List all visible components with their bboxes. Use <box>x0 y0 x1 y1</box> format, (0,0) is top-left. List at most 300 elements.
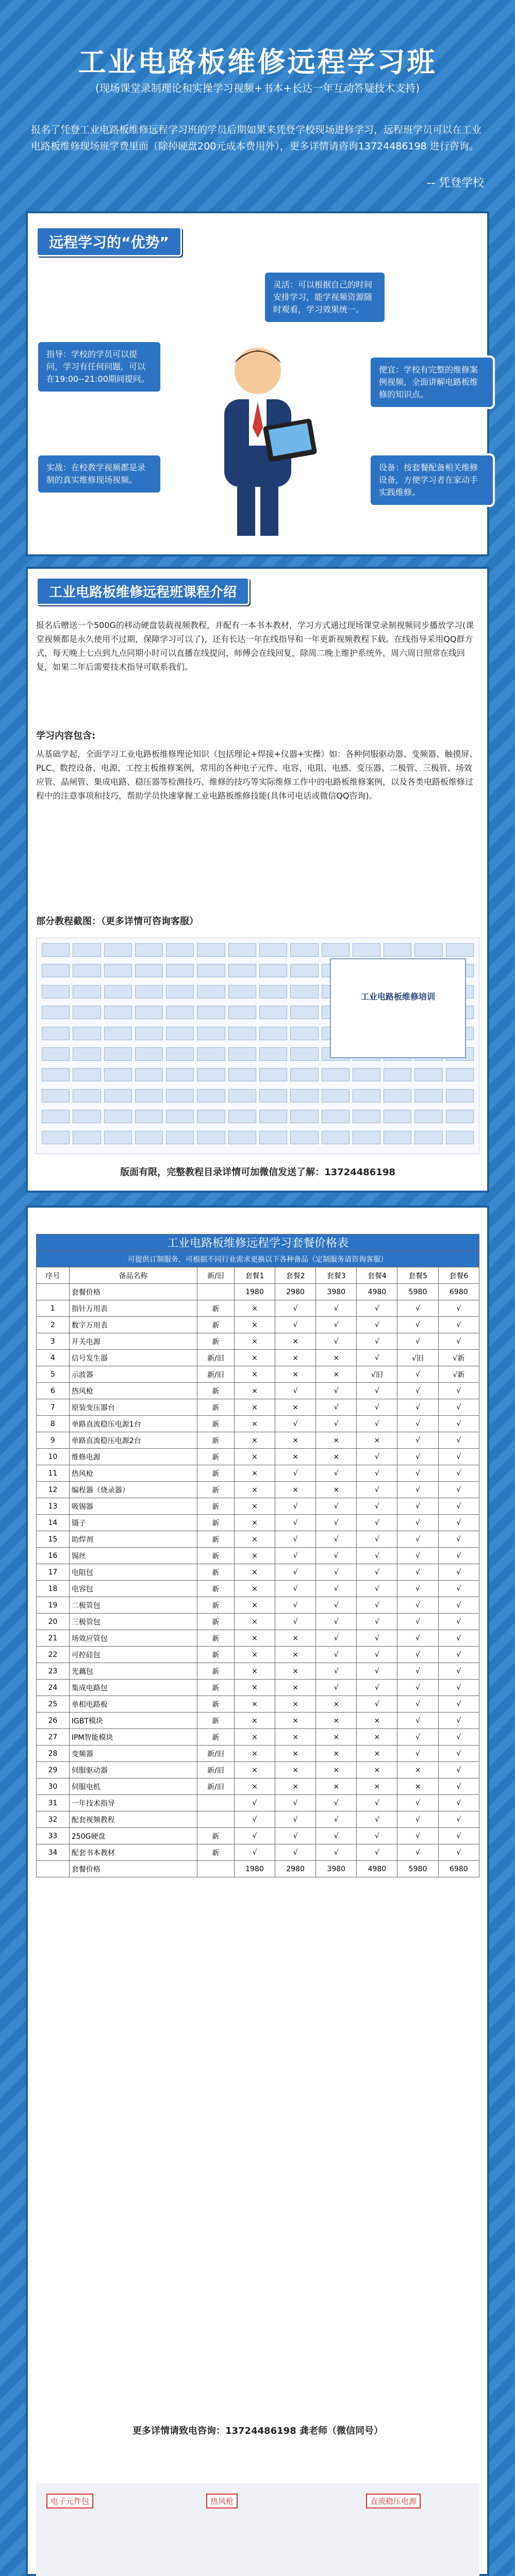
package-inclusion: √ <box>357 1844 397 1861</box>
package-inclusion: × <box>234 1449 275 1465</box>
package-inclusion: × <box>275 1449 316 1465</box>
item-condition: 新 <box>197 1465 234 1482</box>
package-inclusion: √旧 <box>357 1366 397 1383</box>
tutorial-thumbnail <box>290 1027 318 1040</box>
item-condition: 新 <box>197 1696 234 1713</box>
package-inclusion: √ <box>275 1564 316 1581</box>
row-index: 30 <box>37 1778 70 1795</box>
package-inclusion: √ <box>397 1333 438 1350</box>
item-name: IGBT模块 <box>69 1713 197 1729</box>
package-inclusion: √ <box>397 1828 438 1844</box>
tutorial-thumbnail <box>166 1027 194 1040</box>
package-price: 5980 <box>397 1284 438 1300</box>
package-inclusion: √ <box>357 1597 397 1614</box>
package-inclusion: × <box>234 1762 275 1778</box>
table-row <box>37 1465 479 1482</box>
price-row-bottom <box>37 1861 479 1877</box>
table-row <box>37 1696 479 1713</box>
package-inclusion: √ <box>316 1828 357 1844</box>
tutorial-thumbnail <box>290 1068 318 1081</box>
package-inclusion: √ <box>438 1383 479 1399</box>
package-inclusion: × <box>234 1465 275 1482</box>
tutorial-thumbnail <box>104 1110 132 1123</box>
tutorial-thumbnail <box>228 1027 256 1040</box>
package-inclusion: √ <box>438 1647 479 1663</box>
package-inclusion: × <box>316 1350 357 1366</box>
package-inclusion: √ <box>275 1531 316 1548</box>
item-name: 配套视频教程 <box>69 1811 197 1828</box>
tutorial-thumbnail <box>197 1089 225 1103</box>
table-header-cell: 备品名称 <box>69 1267 197 1284</box>
package-inclusion: × <box>275 1630 316 1647</box>
item-condition: 新/旧 <box>197 1778 234 1795</box>
row-index: 26 <box>37 1713 70 1729</box>
tutorial-thumbnail <box>353 1131 380 1144</box>
item-condition: 新 <box>197 1680 234 1696</box>
package-inclusion: √ <box>438 1515 479 1531</box>
price-cell-empty <box>37 1284 70 1300</box>
tutorial-thumbnail <box>104 1047 132 1061</box>
package-inclusion: √ <box>438 1795 479 1811</box>
package-inclusion: √ <box>397 1745 438 1762</box>
package-inclusion: √ <box>316 1680 357 1696</box>
item-name: IPM智能模块 <box>69 1729 197 1745</box>
package-inclusion: √ <box>397 1597 438 1614</box>
signature: -- 凭登学校 <box>427 177 484 190</box>
package-inclusion: × <box>234 1614 275 1630</box>
package-inclusion: √ <box>397 1548 438 1564</box>
tutorial-thumbnail <box>322 943 350 957</box>
item-name: 单路直流稳压电源1台 <box>69 1416 197 1432</box>
tutorial-thumbnail <box>446 1068 474 1081</box>
package-inclusion: × <box>357 1745 397 1762</box>
table-caption-2: 可提供订制服务，可根据不同行业需求更换以下各种备品（定制服务请咨询客服） <box>37 1251 479 1267</box>
tutorial-thumbnail <box>259 1089 287 1103</box>
package-inclusion: √ <box>275 1597 316 1614</box>
package-inclusion: × <box>316 1482 357 1498</box>
package-inclusion: √ <box>357 1383 397 1399</box>
package-inclusion: × <box>275 1647 316 1663</box>
package-inclusion: × <box>234 1498 275 1515</box>
package-inclusion: √ <box>397 1663 438 1680</box>
package-inclusion: √ <box>357 1333 397 1350</box>
package-inclusion: √ <box>397 1729 438 1745</box>
package-inclusion: √ <box>397 1696 438 1713</box>
table-header-cell: 套餐2 <box>275 1267 316 1284</box>
copyright-note: 版面有限，完整教程目录详情可加微信发送了解：13724486198 <box>120 1167 395 1178</box>
package-inclusion: √ <box>438 1564 479 1581</box>
package-inclusion: × <box>316 1745 357 1762</box>
package-inclusion: √ <box>397 1383 438 1399</box>
equipment-tag: 电子元件包 <box>46 2494 93 2509</box>
row-index: 13 <box>37 1498 70 1515</box>
item-condition: 新 <box>197 1515 234 1531</box>
tutorial-thumbnail <box>384 1110 411 1123</box>
package-inclusion: √ <box>316 1630 357 1647</box>
package-inclusion: × <box>234 1680 275 1696</box>
package-inclusion: × <box>234 1597 275 1614</box>
package-inclusion: √ <box>357 1548 397 1564</box>
package-inclusion: √ <box>438 1630 479 1647</box>
tutorial-thumbnail <box>135 943 163 957</box>
tutorial-thumbnail <box>135 1089 163 1103</box>
tutorial-thumbnail <box>384 1131 411 1144</box>
tutorial-thumbnail <box>353 943 380 957</box>
row-index: 10 <box>37 1449 70 1465</box>
row-index: 32 <box>37 1811 70 1828</box>
package-inclusion: √ <box>357 1564 397 1581</box>
tutorial-thumbnail <box>42 1006 70 1019</box>
package-inclusion: √ <box>438 1680 479 1696</box>
package-inclusion: √ <box>275 1498 316 1515</box>
package-inclusion: √ <box>357 1317 397 1333</box>
row-index: 14 <box>37 1515 70 1531</box>
tutorial-thumbnail <box>104 964 132 977</box>
bubble-equipment: 设备：按套餐配备相关维修设备，方便学习者在家动手实践维修。 <box>369 453 495 507</box>
package-inclusion: √ <box>438 1713 479 1729</box>
package-inclusion: √ <box>316 1383 357 1399</box>
tutorial-thumbnail <box>446 1089 474 1103</box>
package-inclusion: × <box>234 1548 275 1564</box>
package-inclusion: × <box>275 1729 316 1745</box>
row-index: 18 <box>37 1581 70 1597</box>
package-inclusion: √ <box>316 1581 357 1597</box>
item-name: 250G硬盘 <box>69 1828 197 1844</box>
package-inclusion: √ <box>357 1811 397 1828</box>
table-caption: 工业电路板维修远程学习套餐价格表 <box>37 1234 479 1251</box>
package-inclusion: √ <box>357 1416 397 1432</box>
item-condition: 新 <box>197 1647 234 1663</box>
tutorial-thumbnail <box>135 1110 163 1123</box>
package-inclusion: √ <box>275 1300 316 1317</box>
item-name: 信号发生器 <box>69 1350 197 1366</box>
table-header-cell: 套餐4 <box>357 1267 397 1284</box>
package-inclusion: √ <box>438 1449 479 1465</box>
item-condition: 新 <box>197 1630 234 1647</box>
equipment-photo-area <box>36 2483 479 2576</box>
tutorial-thumbnail <box>290 964 318 977</box>
tutorial-thumbnail <box>322 1089 350 1103</box>
package-inclusion: × <box>234 1366 275 1383</box>
tutorial-thumbnail <box>197 1131 225 1144</box>
tutorial-thumbnail <box>290 1047 318 1061</box>
package-inclusion: √ <box>397 1449 438 1465</box>
table-row <box>37 1383 479 1399</box>
item-condition: 新/旧 <box>197 1762 234 1778</box>
price-row-top <box>37 1284 479 1300</box>
package-inclusion: √ <box>316 1663 357 1680</box>
package-inclusion: √ <box>438 1465 479 1482</box>
tutorial-thumbnail <box>73 985 101 998</box>
bubble-practice: 实战：在校教学视频都是录制的真实维修现场视频。 <box>36 453 162 495</box>
tutorial-thumbnail <box>353 1089 380 1103</box>
package-inclusion: √ <box>357 1663 397 1680</box>
package-inclusion: √ <box>397 1531 438 1548</box>
equipment-tag: 直流稳压电源 <box>366 2494 421 2509</box>
package-price: 1980 <box>234 1861 275 1877</box>
package-inclusion: × <box>275 1350 316 1366</box>
bubble-guidance: 指导：学校的学员可以提问，学习有任何问题，可以在19:00--21:00期间提问。 <box>36 340 162 394</box>
package-price: 2980 <box>275 1284 316 1300</box>
package-inclusion: √ <box>438 1663 479 1680</box>
package-inclusion: √ <box>397 1630 438 1647</box>
package-price: 2980 <box>275 1861 316 1877</box>
tutorial-thumbnail <box>42 1027 70 1040</box>
table-header-row <box>37 1267 479 1284</box>
row-index: 17 <box>37 1564 70 1581</box>
tutorial-thumbnail <box>104 943 132 957</box>
package-inclusion: √ <box>357 1581 397 1597</box>
item-condition: 新/旧 <box>197 1745 234 1762</box>
tutorial-thumbnail <box>197 1006 225 1019</box>
tutorial-thumbnail <box>73 1027 101 1040</box>
package-inclusion: √ <box>438 1745 479 1762</box>
mascot-figure <box>188 335 327 541</box>
package-inclusion: √ <box>438 1432 479 1449</box>
package-inclusion: √ <box>397 1811 438 1828</box>
tutorial-thumbnail <box>42 1068 70 1081</box>
table-header-cell: 套餐5 <box>397 1267 438 1284</box>
tutorial-thumbnail <box>228 1006 256 1019</box>
package-price: 6980 <box>438 1861 479 1877</box>
package-inclusion: × <box>234 1564 275 1581</box>
item-name: 热风枪 <box>69 1465 197 1482</box>
package-inclusion: √ <box>275 1581 316 1597</box>
table-row <box>37 1630 479 1647</box>
intro-text: 报名了凭登工业电路板维修远程学习班的学员后期如果来凭登学校现场进修学习，远程班学员可以在工业电路板维修现场班学费里面（除掉硬盘200元成本费用外），更多详情请咨询13724486198 进行咨询。 <box>31 124 482 152</box>
package-inclusion: × <box>234 1778 275 1795</box>
item-name: 锡丝 <box>69 1548 197 1564</box>
tutorial-thumbnail <box>228 943 256 957</box>
tutorial-thumbnail <box>228 1110 256 1123</box>
item-name: 配套书本教材 <box>69 1844 197 1861</box>
tutorial-thumbnail <box>42 1047 70 1061</box>
tutorial-thumbnail <box>322 1068 350 1081</box>
table-row <box>37 1432 479 1449</box>
package-inclusion: × <box>275 1366 316 1383</box>
package-inclusion: × <box>316 1432 357 1449</box>
price-cell-empty <box>37 1861 70 1877</box>
item-name: 维修电源 <box>69 1449 197 1465</box>
package-inclusion: × <box>357 1432 397 1449</box>
tutorial-thumbnail <box>73 943 101 957</box>
package-inclusion: √ <box>397 1482 438 1498</box>
package-inclusion: × <box>275 1333 316 1350</box>
package-price: 3980 <box>316 1861 357 1877</box>
item-name: 指针万用表 <box>69 1300 197 1317</box>
package-inclusion: √ <box>438 1300 479 1317</box>
package-inclusion: × <box>275 1778 316 1795</box>
item-name: 伺服驱动器 <box>69 1762 197 1778</box>
package-inclusion: √ <box>438 1828 479 1844</box>
tutorial-thumbnail <box>446 943 474 957</box>
item-condition: 新 <box>197 1300 234 1317</box>
row-index: 2 <box>37 1317 70 1333</box>
row-index: 5 <box>37 1366 70 1383</box>
table-row <box>37 1844 479 1861</box>
row-index: 4 <box>37 1350 70 1366</box>
package-inclusion: × <box>275 1680 316 1696</box>
gallery-title: 部分教程截图：（更多详情可咨询客服） <box>36 916 198 927</box>
package-inclusion: √ <box>397 1614 438 1630</box>
package-inclusion: × <box>275 1432 316 1449</box>
item-name: 伺服电机 <box>69 1778 197 1795</box>
package-inclusion: √ <box>316 1333 357 1350</box>
package-inclusion: √ <box>357 1696 397 1713</box>
package-inclusion: √ <box>397 1647 438 1663</box>
package-inclusion: × <box>234 1300 275 1317</box>
tutorial-thumbnail <box>290 943 318 957</box>
package-inclusion: √ <box>438 1696 479 1713</box>
tutorial-thumbnail <box>259 1110 287 1123</box>
item-name: 编程器（烧录器） <box>69 1482 197 1498</box>
row-index: 20 <box>37 1614 70 1630</box>
row-index: 27 <box>37 1729 70 1745</box>
item-condition: 新 <box>197 1663 234 1680</box>
tutorial-thumbnail <box>259 1068 287 1081</box>
package-inclusion: × <box>275 1663 316 1680</box>
package-inclusion: × <box>234 1696 275 1713</box>
package-inclusion: √ <box>316 1548 357 1564</box>
package-inclusion: √ <box>397 1515 438 1531</box>
item-name: 一年技术指导 <box>69 1795 197 1811</box>
item-condition: 新/旧 <box>197 1366 234 1383</box>
package-inclusion: √ <box>397 1680 438 1696</box>
tutorial-thumbnail <box>414 1131 442 1144</box>
package-inclusion: × <box>275 1745 316 1762</box>
package-price: 1980 <box>234 1284 275 1300</box>
row-index: 28 <box>37 1745 70 1762</box>
item-name: 三极管包 <box>69 1614 197 1630</box>
package-inclusion: √ <box>357 1350 397 1366</box>
tutorial-thumbnail <box>166 1089 194 1103</box>
row-index: 21 <box>37 1630 70 1647</box>
package-inclusion: √ <box>397 1581 438 1597</box>
row-index: 24 <box>37 1680 70 1696</box>
item-condition: 新 <box>197 1531 234 1548</box>
item-name: 单路直流稳压电源2台 <box>69 1432 197 1449</box>
tutorial-thumbnail <box>414 943 442 957</box>
item-condition: 新 <box>197 1713 234 1729</box>
item-condition: 新 <box>197 1828 234 1844</box>
package-inclusion: √ <box>357 1465 397 1482</box>
tutorial-thumbnail <box>166 1006 194 1019</box>
package-inclusion: √ <box>316 1795 357 1811</box>
tutorial-thumbnail <box>135 964 163 977</box>
table-header-cell: 套餐3 <box>316 1267 357 1284</box>
item-condition: 新 <box>197 1432 234 1449</box>
tutorial-thumbnail <box>166 964 194 977</box>
page-title: 工业电路板维修远程学习班 <box>78 46 437 78</box>
table-row <box>37 1663 479 1680</box>
package-inclusion: √ <box>438 1416 479 1432</box>
tutorial-thumbnail <box>135 1006 163 1019</box>
item-name: 可控硅包 <box>69 1647 197 1663</box>
package-price: 4980 <box>357 1861 397 1877</box>
row-index: 33 <box>37 1828 70 1844</box>
package-inclusion: √ <box>357 1515 397 1531</box>
tutorial-thumbnail <box>197 1027 225 1040</box>
package-inclusion: × <box>234 1663 275 1680</box>
tutorial-thumbnail <box>104 1131 132 1144</box>
package-inclusion: √ <box>438 1498 479 1515</box>
tutorial-thumbnail <box>228 985 256 998</box>
package-inclusion: × <box>275 1482 316 1498</box>
tutorial-thumbnail <box>228 1047 256 1061</box>
package-inclusion: √ <box>234 1828 275 1844</box>
tutorial-thumbnail <box>135 985 163 998</box>
package-inclusion: × <box>316 1449 357 1465</box>
table-row <box>37 1366 479 1383</box>
package-inclusion: × <box>234 1713 275 1729</box>
package-inclusion: √ <box>438 1778 479 1795</box>
package-inclusion: × <box>397 1762 438 1778</box>
tutorial-thumbnail <box>414 1089 442 1103</box>
package-inclusion: √ <box>316 1317 357 1333</box>
item-name: 二极管包 <box>69 1597 197 1614</box>
package-inclusion: × <box>316 1366 357 1383</box>
table-row <box>37 1811 479 1828</box>
item-condition: 新 <box>197 1729 234 1745</box>
package-inclusion: √ <box>275 1795 316 1811</box>
package-inclusion: × <box>234 1745 275 1762</box>
package-inclusion: √ <box>316 1647 357 1663</box>
contact-line: 更多详情请致电咨询：13724486198 龚老师（微信同号） <box>132 2426 384 2436</box>
tutorial-thumbnail <box>259 985 287 998</box>
item-name: 数字万用表 <box>69 1317 197 1333</box>
package-inclusion: √ <box>357 1300 397 1317</box>
content-title: 学习内容包含: <box>36 731 96 741</box>
package-inclusion: √ <box>275 1811 316 1828</box>
package-inclusion: √ <box>316 1597 357 1614</box>
package-inclusion: √ <box>397 1465 438 1482</box>
tutorial-thumbnail <box>104 1089 132 1103</box>
tutorial-thumbnail <box>104 1068 132 1081</box>
item-name: 场效应管包 <box>69 1630 197 1647</box>
course-intro-text: 报名后赠送一个500G的移动硬盘装载视频教程，并配有一本书本教材，学习方式通过现场课堂录制视频同步播放学习(课堂视频都是永久使用不过期，保障学习可以了)，还有长达一年在线指导和一年更新视频教程下载。在线指导采用QQ群方式，每天晚上七点到九点同期小时可以直播在线提问，师傅会在线回复，除周二晚上维护系统外，周六周日照常在线回复，如果二年后需要技术指导可联系我们。 <box>36 620 474 672</box>
table-row <box>37 1581 479 1597</box>
package-inclusion: × <box>234 1432 275 1449</box>
package-inclusion: × <box>357 1713 397 1729</box>
row-index: 3 <box>37 1333 70 1350</box>
table-header-cell: 套餐1 <box>234 1267 275 1284</box>
package-inclusion: √ <box>438 1729 479 1745</box>
tutorial-thumbnail <box>42 1131 70 1144</box>
package-inclusion: √ <box>316 1564 357 1581</box>
package-inclusion: × <box>234 1482 275 1498</box>
package-price: 6980 <box>438 1284 479 1300</box>
package-inclusion: √ <box>357 1828 397 1844</box>
item-condition: 新 <box>197 1333 234 1350</box>
package-inclusion: × <box>234 1383 275 1399</box>
item-name: 变频器 <box>69 1745 197 1762</box>
item-name: 开关电源 <box>69 1333 197 1350</box>
package-inclusion: × <box>234 1515 275 1531</box>
item-name: 电容包 <box>69 1581 197 1597</box>
price-cell-empty <box>197 1861 234 1877</box>
table-row <box>37 1317 479 1333</box>
item-condition <box>197 1811 234 1828</box>
package-inclusion: √ <box>438 1333 479 1350</box>
row-index: 1 <box>37 1300 70 1317</box>
item-condition: 新 <box>197 1317 234 1333</box>
tutorial-thumbnail <box>135 1068 163 1081</box>
course-intro-heading: 工业电路板维修远程班课程介绍 <box>36 577 250 605</box>
table-row <box>37 1300 479 1317</box>
package-inclusion: × <box>357 1778 397 1795</box>
tutorial-thumbnail <box>166 1047 194 1061</box>
package-inclusion: √ <box>397 1416 438 1432</box>
